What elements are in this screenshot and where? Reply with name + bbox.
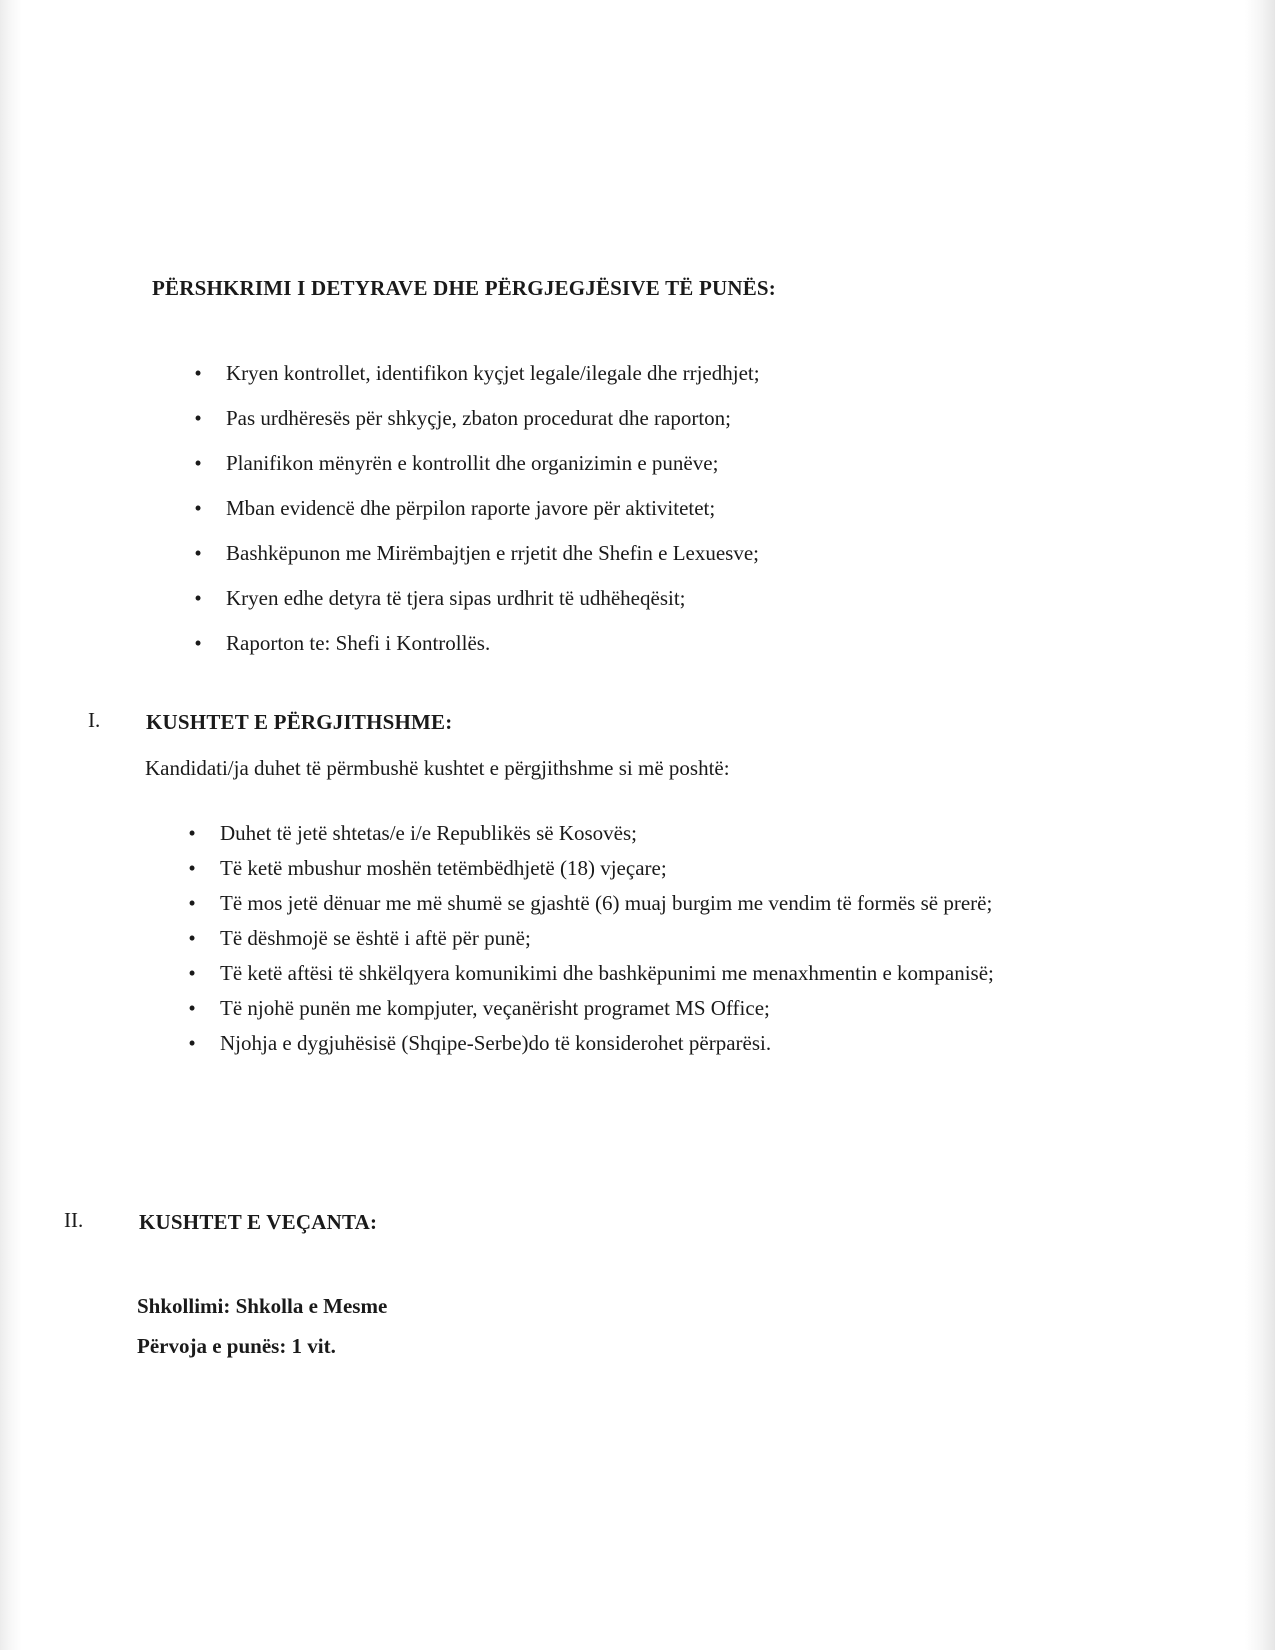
- list-item-text: Bashkëpunon me Mirëmbajtjen e rrjetit dhe Shefin e Lexuesve;: [226, 541, 760, 565]
- list-item: [188, 446, 1088, 491]
- bullet-icon: •: [188, 961, 196, 985]
- bullet-icon: •: [194, 361, 202, 385]
- bullet-icon: •: [194, 541, 202, 565]
- list-item-text: Njohja e dygjuhësisë (Shqipe-Serbe)do të konsiderohet përparësi.: [220, 1031, 772, 1055]
- list-item-text: Pas urdhëresës për shkyçje, zbaton procedurat dhe raporton;: [226, 406, 731, 430]
- section-numeral-special: II.: [64, 1208, 84, 1232]
- list-item: [188, 626, 1088, 671]
- bullet-icon: •: [188, 926, 196, 950]
- list-item-text: Të njohë punën me kompjuter, veçanërisht programet MS Office;: [220, 996, 770, 1020]
- list-item-text: Planifikon mënyrën e kontrollit dhe organizimin e punëve;: [226, 451, 719, 475]
- special-conditions-heading: KUSHTET E VEÇANTA:: [139, 1210, 378, 1234]
- bullet-icon: •: [188, 821, 196, 845]
- list-item: [182, 855, 1082, 881]
- general-conditions-list: [182, 820, 1082, 1065]
- list-item: [188, 401, 1088, 446]
- education-requirement: Shkollimi: Shkolla e Mesme: [137, 1294, 388, 1318]
- list-item-text: Të ketë mbushur moshën tetëmbëdhjetë (18) vjeçare;: [220, 856, 667, 880]
- list-item: [182, 925, 1082, 951]
- bullet-icon: •: [194, 586, 202, 610]
- bullet-icon: •: [194, 451, 202, 475]
- list-item: [182, 1030, 1082, 1056]
- bullet-icon: •: [194, 406, 202, 430]
- bullet-icon: •: [188, 996, 196, 1020]
- list-item: [182, 820, 1082, 846]
- list-item-text: Kryen kontrollet, identifikon kyçjet legale/ilegale dhe rrjedhjet;: [226, 361, 760, 385]
- section-numeral-general: I.: [88, 708, 101, 732]
- list-item-text: Të dëshmojë se është i aftë për punë;: [220, 926, 531, 950]
- list-item: [188, 356, 1088, 401]
- list-item-text: Mban evidencë dhe përpilon raporte javore për aktivitetet;: [226, 496, 716, 520]
- bullet-icon: •: [188, 891, 196, 915]
- list-item-text: Të mos jetë dënuar me më shumë se gjashtë (6) muaj burgim me vendim të formës së prerë;: [220, 891, 993, 915]
- list-item: [188, 491, 1088, 536]
- list-item-text: Raporton te: Shefi i Kontrollës.: [226, 631, 491, 655]
- duties-heading: PËRSHKRIMI I DETYRAVE DHE PËRGJEGJËSIVE TË PUNËS:: [152, 276, 776, 300]
- general-conditions-intro: Kandidati/ja duhet të përmbushë kushtet e përgjithshme si më poshtë:: [145, 756, 730, 780]
- list-item: [182, 960, 1082, 986]
- experience-requirement: Përvoja e punës: 1 vit.: [137, 1334, 336, 1358]
- list-item: [188, 536, 1088, 581]
- list-item: [182, 995, 1082, 1021]
- bullet-icon: •: [188, 856, 196, 880]
- bullet-icon: •: [188, 1031, 196, 1055]
- list-item-text: Kryen edhe detyra të tjera sipas urdhrit të udhëheqësit;: [226, 586, 686, 610]
- bullet-icon: •: [194, 496, 202, 520]
- list-item: [188, 581, 1088, 626]
- bullet-icon: •: [194, 631, 202, 655]
- general-conditions-heading: KUSHTET E PËRGJITHSHME:: [146, 710, 453, 734]
- duties-list: [188, 356, 1088, 671]
- list-item-text: Duhet të jetë shtetas/e i/e Republikës së Kosovës;: [220, 821, 637, 845]
- list-item: [182, 890, 1082, 916]
- list-item-text: Të ketë aftësi të shkëlqyera komunikimi dhe bashkëpunimi me menaxhmentin e kompanisë;: [220, 961, 994, 985]
